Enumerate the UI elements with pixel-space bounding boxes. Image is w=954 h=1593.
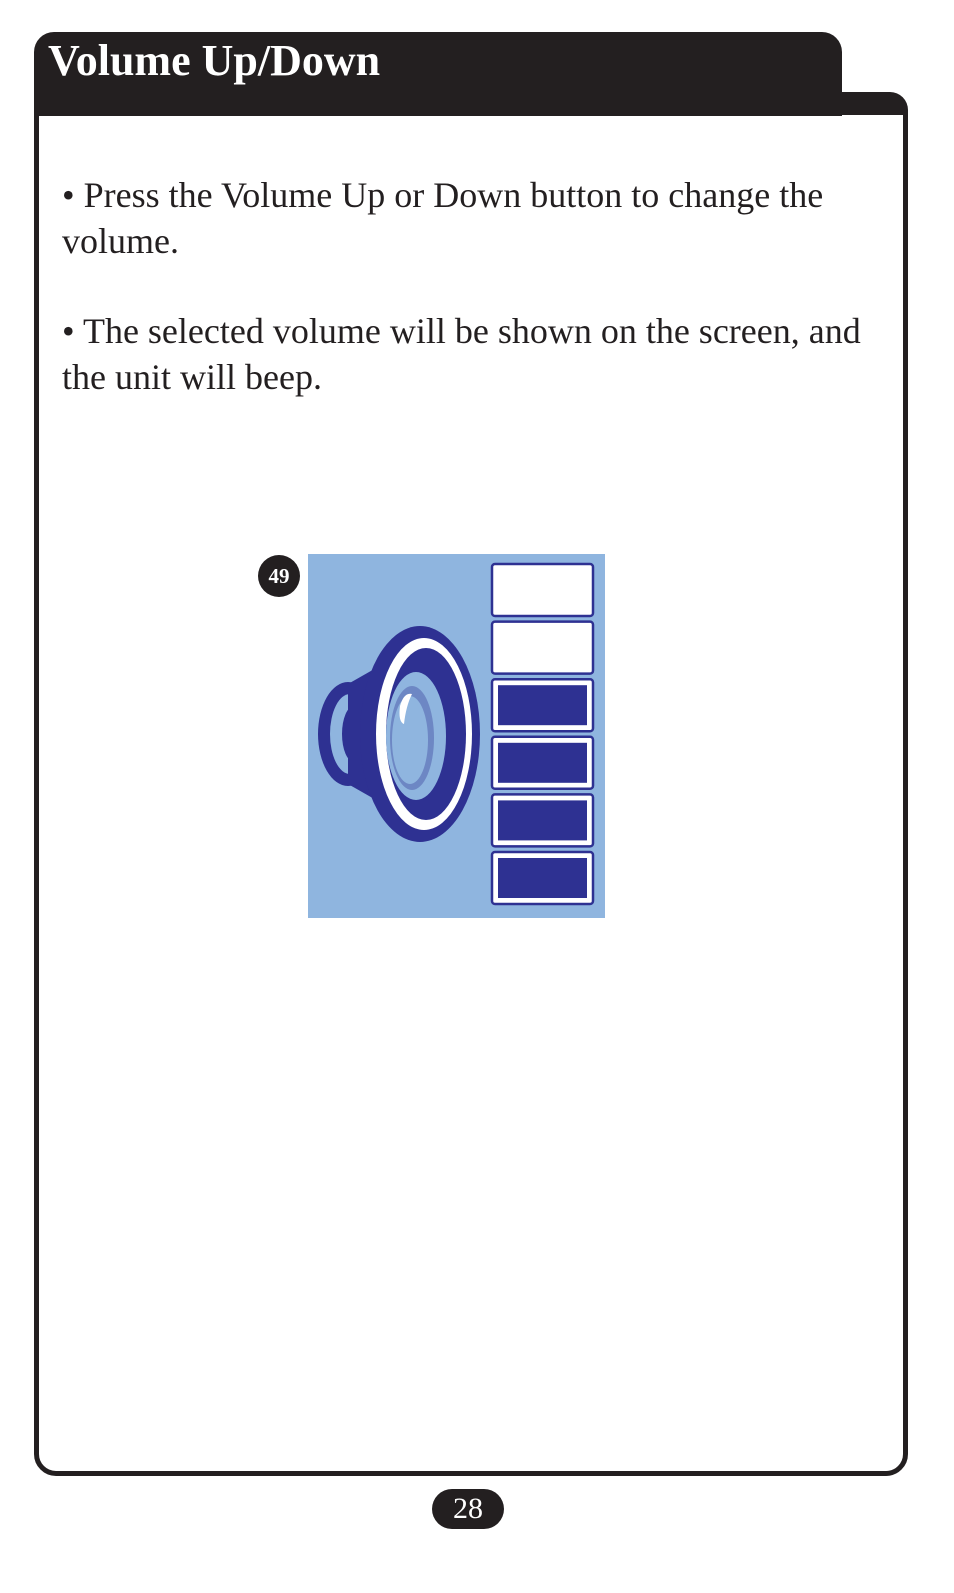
volume-bar-2-fill — [498, 800, 587, 840]
volume-bar-1-fill — [498, 858, 587, 898]
callout-number: 49 — [258, 555, 300, 597]
volume-bar-4-fill — [498, 685, 587, 725]
page-title: Volume Up/Down — [48, 36, 381, 85]
instruction-bullet-volume-button: • Press the Volume Up or Down button to change the volume. — [62, 175, 824, 261]
volume-screen-illustration — [308, 554, 605, 918]
page-number: 28 — [432, 1489, 504, 1529]
volume-bar-5-empty — [492, 622, 593, 674]
instruction-bullet-volume-display: • The selected volume will be shown on the screen, and the unit will beep. — [62, 311, 861, 397]
header-bar — [34, 92, 908, 115]
volume-bar-6-empty — [492, 564, 593, 616]
volume-bar-3-fill — [498, 743, 587, 783]
